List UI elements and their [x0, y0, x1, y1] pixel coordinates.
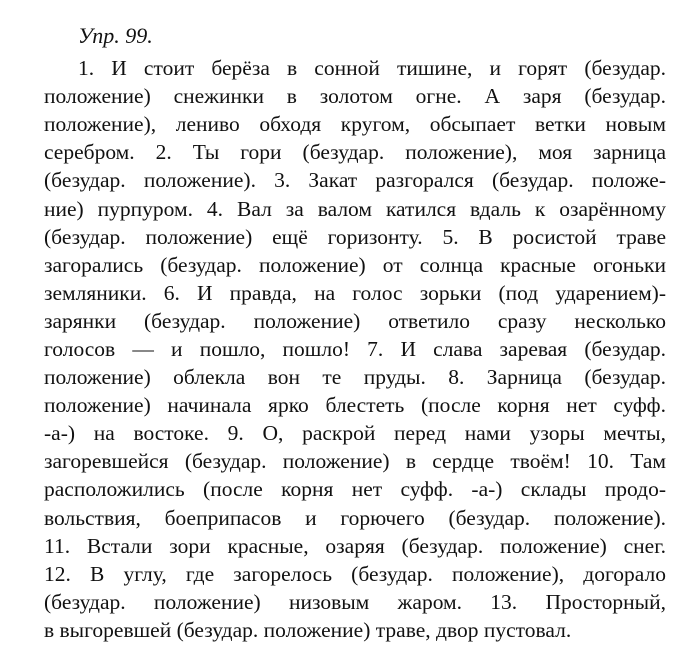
text-line: положение) снежинки в золотом огне. А заря (безудар. [44, 84, 666, 109]
text-line: серебром. 2. Ты гори (безудар. положение), моя зарница [44, 140, 666, 165]
exercise-title: Упр. 99. [78, 23, 153, 48]
text-line: положение) начинала ярко блестеть (после корня нет суфф. [44, 393, 666, 418]
text-line: загорались (безудар. положение) от солнца красные огоньки [44, 252, 666, 277]
text-line: положение) облекла вон те пруды. 8. Зарница (безудар. [44, 365, 666, 389]
text-line: вольствия, боеприпасов и горючего (безудар. положение). [44, 505, 666, 530]
exercise-text [0, 54, 700, 644]
text-line: 1. И стоит берёза в сонной тишине, и горят (безудар. [78, 56, 666, 80]
text-line: (безудар. положение). 3. Закат разгорался (безудар. положе- [44, 168, 666, 193]
text-line: положение), лениво обходя кругом, обсыпает ветки новым [44, 112, 666, 137]
text-line: голосов — и пошло, пошло! 7. И слава заревая (безудар. [44, 337, 666, 361]
text-line: 11. Встали зори красные, озаряя (безудар. положение) снег. [44, 533, 666, 558]
text-line: земляники. 6. И правда, на голос зорьки (под ударением)- [44, 280, 666, 305]
text-line: (безудар. положение) ещё горизонту. 5. В росистой траве [44, 224, 666, 249]
text-line: расположились (после корня нет суфф. -а-) склады продо- [44, 477, 666, 502]
text-line: -а-) на востоке. 9. О, раскрой перед нами узоры мечты, [44, 421, 666, 446]
text-line: (безудар. положение) низовым жаром. 13. Просторный, [44, 589, 666, 614]
text-line: в выгоревшей (безудар. положение) траве, двор пустовал. [44, 617, 572, 642]
text-line: ние) пурпуром. 4. Вал за валом катился вдаль к озарённому [44, 196, 666, 221]
text-line: 12. В углу, где загорелось (безудар. положение), догорало [44, 561, 666, 586]
text-line: зарянки (безудар. положение) ответило сразу несколько [44, 308, 666, 333]
text-line: загоревшейся (безудар. положение) в сердце твоём! 10. Там [44, 449, 666, 474]
